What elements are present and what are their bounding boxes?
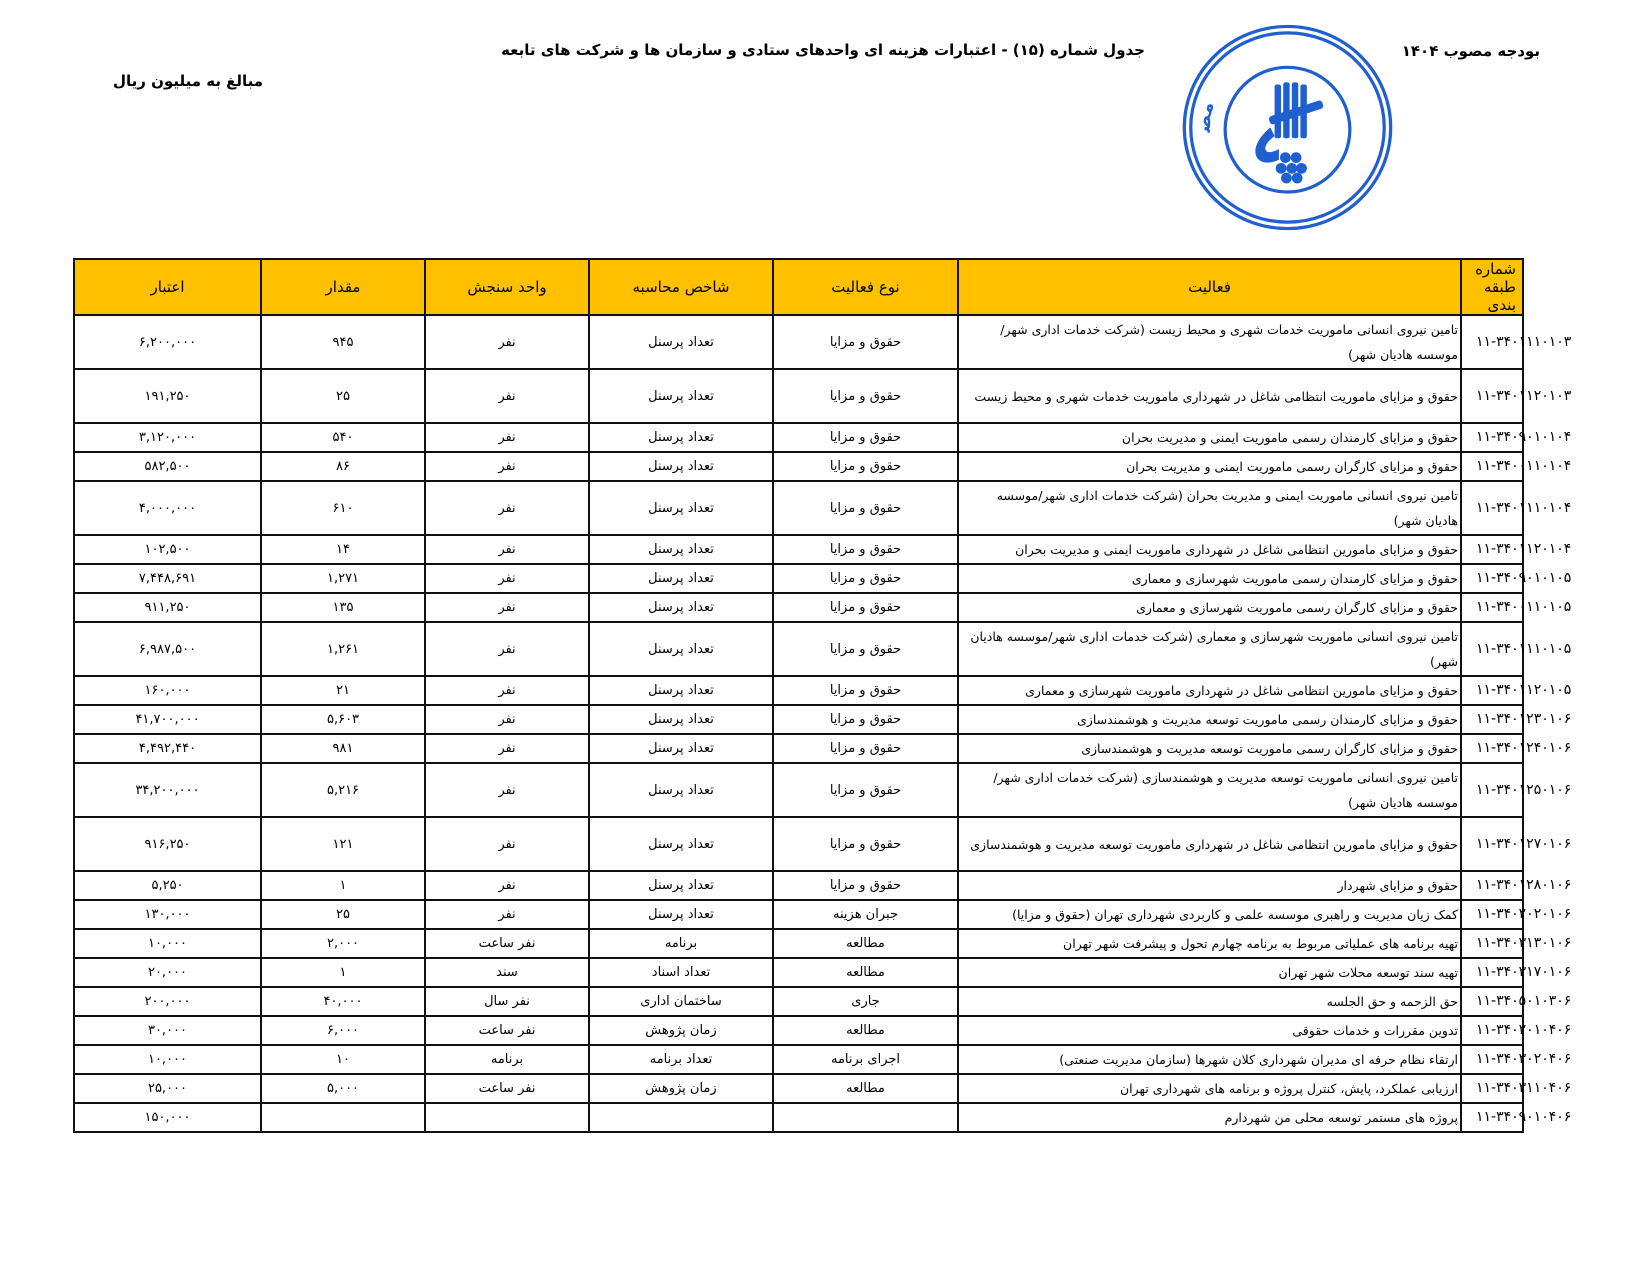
credit-cell: ۳۴,۲۰۰,۰۰۰ [74, 763, 261, 817]
classification-code-cell: ۱۱-۳۴۰۱۱۱۰۱۰۴ [1461, 481, 1523, 535]
credit-cell: ۵,۲۵۰ [74, 871, 261, 900]
activity-type-cell: حقوق و مزایا [773, 734, 958, 763]
credit-cell: ۱۰,۰۰۰ [74, 1045, 261, 1074]
activity-type-cell: اجرای برنامه [773, 1045, 958, 1074]
classification-code-cell: ۱۱-۳۴۰۳۱۱۰۴۰۶ [1461, 1074, 1523, 1103]
table-row [74, 1103, 1523, 1132]
measurement-unit-cell: برنامه [425, 1045, 589, 1074]
quantity-cell: ۱۰ [261, 1045, 425, 1074]
table-row [74, 369, 1523, 423]
measurement-unit-cell: نفر [425, 452, 589, 481]
column-header-classification-code: شماره طبقه بندی [1461, 259, 1523, 315]
measurement-unit-cell: نفر سال [425, 987, 589, 1016]
credit-cell: ۱۵۰,۰۰۰ [74, 1103, 261, 1132]
classification-code-cell: ۱۱-۳۴۰۱۱۱۰۱۰۵ [1461, 622, 1523, 676]
classification-code-cell: ۱۱-۳۴۰۲۰۱۰۴۰۶ [1461, 1016, 1523, 1045]
table-row [74, 1074, 1523, 1103]
table-row [74, 676, 1523, 705]
quantity-cell: ۵,۲۱۶ [261, 763, 425, 817]
activity-type-cell: حقوق و مزایا [773, 676, 958, 705]
classification-code-cell: ۱۱-۳۴۰۳۱۷۰۱۰۶ [1461, 958, 1523, 987]
activity-type-cell: مطالعه [773, 958, 958, 987]
table-row [74, 593, 1523, 622]
table-row [74, 900, 1523, 929]
activity-type-cell: مطالعه [773, 1074, 958, 1103]
measurement-unit-cell: نفر [425, 622, 589, 676]
calculation-metric-cell: تعداد پرسنل [589, 763, 773, 817]
activity-cell: ارتقاء نظام حرفه ای مدیران شهرداری کلان شهرها (سازمان مدیریت صنعتی) [958, 1045, 1461, 1074]
activity-type-cell: جاری [773, 987, 958, 1016]
table-row [74, 763, 1523, 817]
table-row [74, 423, 1523, 452]
activity-cell: حقوق و مزایای کارمندان رسمی ماموریت توسعه مدیریت و هوشمندسازی [958, 705, 1461, 734]
quantity-cell: ۱ [261, 871, 425, 900]
activity-type-cell: حقوق و مزایا [773, 593, 958, 622]
measurement-unit-cell: نفر [425, 593, 589, 622]
credit-cell: ۹۱۱,۲۵۰ [74, 593, 261, 622]
credit-cell: ۳,۱۲۰,۰۰۰ [74, 423, 261, 452]
quantity-cell: ۱۴ [261, 535, 425, 564]
quantity-cell: ۲,۰۰۰ [261, 929, 425, 958]
table-row [74, 987, 1523, 1016]
quantity-cell: ۲۵ [261, 900, 425, 929]
measurement-unit-cell: نفر [425, 705, 589, 734]
activity-cell: حقوق و مزایای مامورین انتظامی شاغل در شهرداری ماموریت ایمنی و مدیریت بحران [958, 535, 1461, 564]
calculation-metric-cell: تعداد پرسنل [589, 705, 773, 734]
measurement-unit-cell: نفر [425, 315, 589, 369]
quantity-cell: ۹۸۱ [261, 734, 425, 763]
table-row [74, 1045, 1523, 1074]
credit-cell: ۴,۰۰۰,۰۰۰ [74, 481, 261, 535]
table-row [74, 452, 1523, 481]
stamp-seal-icon [1180, 20, 1395, 235]
activity-cell: حقوق و مزایای شهردار [958, 871, 1461, 900]
activity-type-cell: حقوق و مزایا [773, 369, 958, 423]
measurement-unit-cell: سند [425, 958, 589, 987]
column-header-activity-type: نوع فعالیت [773, 259, 958, 315]
quantity-cell: ۴۰,۰۰۰ [261, 987, 425, 1016]
classification-code-cell: ۱۱-۳۴۰۹۰۱۰۴۰۶ [1461, 1103, 1523, 1132]
calculation-metric-cell: تعداد پرسنل [589, 734, 773, 763]
calculation-metric-cell: تعداد اسناد [589, 958, 773, 987]
quantity-cell: ۱۳۵ [261, 593, 425, 622]
quantity-cell: ۱ [261, 958, 425, 987]
classification-code-cell: ۱۱-۳۴۰۱۱۱۰۱۰۳ [1461, 315, 1523, 369]
calculation-metric-cell: تعداد پرسنل [589, 871, 773, 900]
table-row [74, 481, 1523, 535]
activity-type-cell: حقوق و مزایا [773, 763, 958, 817]
measurement-unit-cell: نفر [425, 481, 589, 535]
activity-cell: تامین نیروی انسانی ماموریت خدمات شهری و محیط زیست (شرکت خدمات اداری شهر/موسسه هادیان شهر) [958, 315, 1461, 369]
calculation-metric-cell: تعداد پرسنل [589, 423, 773, 452]
activity-type-cell: حقوق و مزایا [773, 315, 958, 369]
classification-code-cell: ۱۱-۳۴۰۳۱۳۰۱۰۶ [1461, 929, 1523, 958]
credit-cell: ۶,۲۰۰,۰۰۰ [74, 315, 261, 369]
activity-type-cell: حقوق و مزایا [773, 871, 958, 900]
activity-type-cell: حقوق و مزایا [773, 817, 958, 871]
credit-cell: ۱۰۲,۵۰۰ [74, 535, 261, 564]
classification-code-cell: ۱۱-۳۴۰۱۱۲۰۱۰۵ [1461, 676, 1523, 705]
activity-cell: تهیه برنامه های عملیاتی مربوط به برنامه چهارم تحول و پیشرفت شهر تهران [958, 929, 1461, 958]
calculation-metric-cell: تعداد پرسنل [589, 817, 773, 871]
activity-type-cell: حقوق و مزایا [773, 452, 958, 481]
credit-cell: ۱۶۰,۰۰۰ [74, 676, 261, 705]
credit-cell: ۳۰,۰۰۰ [74, 1016, 261, 1045]
quantity-cell: ۵,۶۰۳ [261, 705, 425, 734]
activity-type-cell: مطالعه [773, 1016, 958, 1045]
measurement-unit-cell: نفر [425, 817, 589, 871]
table-row [74, 535, 1523, 564]
credit-cell: ۱۰,۰۰۰ [74, 929, 261, 958]
activity-cell: حقوق و مزایای کارگران رسمی ماموریت شهرسازی و معماری [958, 593, 1461, 622]
activity-type-cell: حقوق و مزایا [773, 564, 958, 593]
quantity-cell: ۵۴۰ [261, 423, 425, 452]
activity-type-cell: حقوق و مزایا [773, 423, 958, 452]
calculation-metric-cell: زمان پژوهش [589, 1016, 773, 1045]
activity-cell: پروژه های مستمر توسعه محلی من شهردارم [958, 1103, 1461, 1132]
classification-code-cell: ۱۱-۳۴۰۰۱۱۰۱۰۴ [1461, 452, 1523, 481]
activity-cell: تامین نیروی انسانی ماموریت ایمنی و مدیریت بحران (شرکت خدمات اداری شهر/موسسه هادیان شهر) [958, 481, 1461, 535]
credit-cell: ۵۸۲,۵۰۰ [74, 452, 261, 481]
activity-cell: حقوق و مزایای کارمندان رسمی ماموریت ایمنی و مدیریت بحران [958, 423, 1461, 452]
credit-cell: ۴,۴۹۲,۴۴۰ [74, 734, 261, 763]
calculation-metric-cell: ساختمان اداری [589, 987, 773, 1016]
column-header-activity: فعالیت [958, 259, 1461, 315]
classification-code-cell: ۱۱-۳۴۰۱۱۲۰۱۰۴ [1461, 535, 1523, 564]
currency-unit-note: مبالغ به میلیون ریال [113, 72, 264, 90]
classification-code-cell: ۱۱-۳۴۰۱۲۸۰۱۰۶ [1461, 871, 1523, 900]
budget-table [73, 258, 1572, 1133]
credit-cell: ۱۳۰,۰۰۰ [74, 900, 261, 929]
classification-code-cell: ۱۱-۳۴۰۵۰۱۰۳۰۶ [1461, 987, 1523, 1016]
classification-code-cell: ۱۱-۳۴۰۰۱۱۰۱۰۵ [1461, 593, 1523, 622]
calculation-metric-cell: تعداد پرسنل [589, 369, 773, 423]
classification-code-cell: ۱۱-۳۴۰۹۰۱۰۱۰۴ [1461, 423, 1523, 452]
activity-type-cell [773, 1103, 958, 1132]
measurement-unit-cell: نفر [425, 369, 589, 423]
table-row [74, 705, 1523, 734]
table-row [74, 1016, 1523, 1045]
activity-type-cell: جبران هزینه [773, 900, 958, 929]
activity-cell: حقوق و مزایای مامورین انتظامی شاغل در شهرداری ماموریت شهرسازی و معماری [958, 676, 1461, 705]
quantity-cell: ۸۶ [261, 452, 425, 481]
credit-cell: ۷,۴۴۸,۶۹۱ [74, 564, 261, 593]
activity-type-cell: حقوق و مزایا [773, 622, 958, 676]
measurement-unit-cell: نفر [425, 564, 589, 593]
svg-text:مصوبات شورای اسلامی شهر تهران: مص [1193, 99, 1219, 133]
table-header-row [74, 259, 1523, 315]
measurement-unit-cell [425, 1103, 589, 1132]
activity-cell: ارزیابی عملکرد، پایش، کنترل پروژه و برنامه های شهرداری تهران [958, 1074, 1461, 1103]
calculation-metric-cell: تعداد پرسنل [589, 900, 773, 929]
quantity-cell: ۱,۲۷۱ [261, 564, 425, 593]
table-row [74, 958, 1523, 987]
table-row [74, 622, 1523, 676]
credit-cell: ۹۱۶,۲۵۰ [74, 817, 261, 871]
activity-cell: حقوق و مزایای ماموریت انتظامی شاغل در شهرداری ماموریت خدمات شهری و محیط زیست [958, 369, 1461, 423]
measurement-unit-cell: نفر [425, 676, 589, 705]
activity-cell: حق الزحمه و حق الجلسه [958, 987, 1461, 1016]
activity-cell: تامین نیروی انسانی ماموریت توسعه مدیریت و هوشمندسازی (شرکت خدمات اداری شهر/موسسه هادیان شهر) [958, 763, 1461, 817]
activity-type-cell: حقوق و مزایا [773, 481, 958, 535]
quantity-cell: ۹۴۵ [261, 315, 425, 369]
calculation-metric-cell: تعداد پرسنل [589, 593, 773, 622]
activity-cell: تدوین مقررات و خدمات حقوقی [958, 1016, 1461, 1045]
budget-label: بودجه مصوب ۱۴۰۴ [1401, 42, 1540, 60]
calculation-metric-cell: تعداد پرسنل [589, 315, 773, 369]
classification-code-cell: ۱۱-۳۴۰۳۰۲۰۴۰۶ [1461, 1045, 1523, 1074]
credit-cell: ۱۹۱,۲۵۰ [74, 369, 261, 423]
quantity-cell: ۱,۲۶۱ [261, 622, 425, 676]
measurement-unit-cell: نفر [425, 423, 589, 452]
credit-cell: ۶,۹۸۷,۵۰۰ [74, 622, 261, 676]
classification-code-cell: ۱۱-۳۴۰۱۲۷۰۱۰۶ [1461, 817, 1523, 871]
credit-cell: ۲۰,۰۰۰ [74, 958, 261, 987]
measurement-unit-cell: نفر ساعت [425, 929, 589, 958]
calculation-metric-cell: تعداد پرسنل [589, 452, 773, 481]
table-row [74, 315, 1523, 369]
activity-cell: کمک زیان مدیریت و راهبری موسسه علمی و کاربردی شهرداری تهران (حقوق و مزایا) [958, 900, 1461, 929]
activity-cell: تامین نیروی انسانی ماموریت شهرسازی و معماری (شرکت خدمات اداری شهر/موسسه هادیان شهر) [958, 622, 1461, 676]
quantity-cell: ۵,۰۰۰ [261, 1074, 425, 1103]
calculation-metric-cell: تعداد پرسنل [589, 564, 773, 593]
classification-code-cell: ۱۱-۳۴۰۱۲۵۰۱۰۶ [1461, 763, 1523, 817]
column-header-calculation-metric: شاخص محاسبه [589, 259, 773, 315]
document-title: جدول شماره (۱۵) - اعتبارات هزینه ای واحدهای ستادی و سازمان ها و شرکت های تابعه [501, 41, 1145, 59]
calculation-metric-cell: برنامه [589, 929, 773, 958]
measurement-unit-cell: نفر [425, 535, 589, 564]
measurement-unit-cell: نفر ساعت [425, 1016, 589, 1045]
table-row [74, 929, 1523, 958]
quantity-cell: ۲۱ [261, 676, 425, 705]
column-header-credit: اعتبار [74, 259, 261, 315]
classification-code-cell: ۱۱-۳۴۰۱۲۳۰۱۰۶ [1461, 705, 1523, 734]
quantity-cell: ۲۵ [261, 369, 425, 423]
activity-cell: تهیه سند توسعه محلات شهر تهران [958, 958, 1461, 987]
calculation-metric-cell: تعداد پرسنل [589, 622, 773, 676]
measurement-unit-cell: نفر ساعت [425, 1074, 589, 1103]
table-row [74, 817, 1523, 871]
calculation-metric-cell: تعداد پرسنل [589, 481, 773, 535]
table-row [74, 871, 1523, 900]
measurement-unit-cell: نفر [425, 900, 589, 929]
council-approval-stamp [1180, 20, 1395, 235]
classification-code-cell: ۱۱-۳۴۰۹۰۱۰۱۰۵ [1461, 564, 1523, 593]
classification-code-cell: ۱۱-۳۴۰۱۲۴۰۱۰۶ [1461, 734, 1523, 763]
column-header-quantity: مقدار [261, 259, 425, 315]
measurement-unit-cell: نفر [425, 871, 589, 900]
activity-type-cell: حقوق و مزایا [773, 705, 958, 734]
quantity-cell [261, 1103, 425, 1132]
calculation-metric-cell: تعداد پرسنل [589, 535, 773, 564]
classification-code-cell: ۱۱-۳۴۰۲۰۲۰۱۰۶ [1461, 900, 1523, 929]
activity-cell: حقوق و مزایای کارگران رسمی ماموریت توسعه مدیریت و هوشمندسازی [958, 734, 1461, 763]
activity-cell: حقوق و مزایای کارمندان رسمی ماموریت شهرسازی و معماری [958, 564, 1461, 593]
measurement-unit-cell: نفر [425, 763, 589, 817]
quantity-cell: ۶,۰۰۰ [261, 1016, 425, 1045]
calculation-metric-cell: تعداد برنامه [589, 1045, 773, 1074]
calculation-metric-cell: تعداد پرسنل [589, 676, 773, 705]
classification-code-cell: ۱۱-۳۴۰۱۱۲۰۱۰۳ [1461, 369, 1523, 423]
activity-cell: حقوق و مزایای مامورین انتظامی شاغل در شهرداری ماموریت توسعه مدیریت و هوشمندسازی [958, 817, 1461, 871]
activity-cell: حقوق و مزایای کارگران رسمی ماموریت ایمنی و مدیریت بحران [958, 452, 1461, 481]
calculation-metric-cell [589, 1103, 773, 1132]
calculation-metric-cell: زمان پژوهش [589, 1074, 773, 1103]
quantity-cell: ۶۱۰ [261, 481, 425, 535]
table-row [74, 734, 1523, 763]
table-row [74, 564, 1523, 593]
quantity-cell: ۱۲۱ [261, 817, 425, 871]
measurement-unit-cell: نفر [425, 734, 589, 763]
column-header-measurement-unit: واحد سنجش [425, 259, 589, 315]
credit-cell: ۲۰۰,۰۰۰ [74, 987, 261, 1016]
credit-cell: ۴۱,۷۰۰,۰۰۰ [74, 705, 261, 734]
activity-type-cell: حقوق و مزایا [773, 535, 958, 564]
credit-cell: ۲۵,۰۰۰ [74, 1074, 261, 1103]
activity-type-cell: مطالعه [773, 929, 958, 958]
